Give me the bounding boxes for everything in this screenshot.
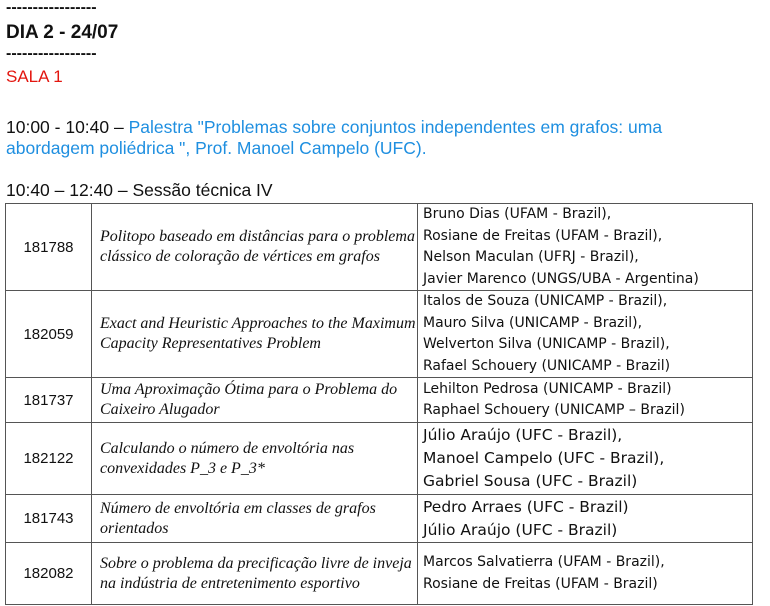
author: Manoel Campelo (UFC - Brazil), bbox=[423, 449, 665, 467]
paper-title: Exact and Heuristic Approaches to the Maximum Capacity Representatives Problem bbox=[92, 291, 418, 378]
author: Bruno Dias (UFAM - Brazil), bbox=[423, 206, 612, 222]
paper-authors bbox=[418, 291, 753, 378]
paper-title: Calculando o número de envoltória nas convexidades P_3 e P_3* bbox=[92, 423, 418, 495]
session-heading: 10:40 – 12:40 – Sessão técnica IV bbox=[6, 180, 273, 200]
paper-title: Uma Aproximação Ótima para o Problema do Caixeiro Alugador bbox=[92, 378, 418, 423]
papers-table bbox=[5, 203, 753, 605]
paper-id: 182122 bbox=[6, 423, 92, 495]
separator-bottom: ----------------- bbox=[6, 45, 97, 62]
author: Raphael Schouery (UNICAMP – Brazil) bbox=[423, 402, 685, 418]
paper-authors bbox=[418, 423, 753, 495]
table-row bbox=[6, 204, 753, 291]
paper-id: 181788 bbox=[6, 204, 92, 291]
paper-authors bbox=[418, 543, 753, 605]
author: Lehilton Pedrosa (UNICAMP - Brazil) bbox=[423, 380, 672, 397]
table-row bbox=[6, 423, 753, 495]
separator-top: ----------------- bbox=[6, 0, 97, 16]
paper-title: Número de envoltória em classes de grafos orientados bbox=[92, 495, 418, 543]
paper-id: 181737 bbox=[6, 378, 92, 423]
paper-id: 181743 bbox=[6, 495, 92, 543]
talk-description: Palestra "Problemas sobre conjuntos independentes em grafos: uma abordagem poliédrica ", Prof. Manoel Campelo (UFC). bbox=[6, 117, 663, 158]
paper-title: Sobre o problema da precificação livre de inveja na indústria de entretenimento esportivo bbox=[92, 543, 418, 605]
table-row bbox=[6, 378, 753, 423]
paper-title: Politopo baseado em distâncias para o problema clássico de coloração de vértices em grafos bbox=[92, 204, 418, 291]
author: Javier Marenco (UNGS/UBA - Argentina) bbox=[423, 270, 699, 287]
author: Welverton Silva (UNICAMP - Brazil), bbox=[423, 336, 670, 352]
author: Italos de Souza (UNICAMP - Brazil), bbox=[423, 293, 668, 309]
room-label: SALA 1 bbox=[6, 67, 63, 86]
author: Mauro Silva (UNICAMP - Brazil), bbox=[423, 314, 643, 331]
paper-id: 182082 bbox=[6, 543, 92, 605]
keynote-talk bbox=[6, 117, 746, 159]
author: Rosiane de Freitas (UFAM - Brazil), bbox=[423, 227, 663, 244]
author: Gabriel Sousa (UFC - Brazil) bbox=[423, 472, 638, 490]
author: Marcos Salvatierra (UFAM - Brazil), bbox=[423, 554, 665, 570]
author: Nelson Maculan (UFRJ - Brazil), bbox=[423, 249, 639, 265]
author: Pedro Arraes (UFC - Brazil) bbox=[423, 497, 629, 516]
paper-authors bbox=[418, 495, 753, 543]
day-heading: DIA 2 - 24/07 bbox=[6, 22, 119, 43]
author: Júlio Araújo (UFC - Brazil) bbox=[423, 520, 618, 539]
talk-time: 10:00 - 10:40 – bbox=[6, 117, 129, 137]
paper-authors bbox=[418, 204, 753, 291]
table-row bbox=[6, 495, 753, 543]
table-row bbox=[6, 543, 753, 605]
author: Júlio Araújo (UFC - Brazil), bbox=[423, 426, 623, 444]
paper-authors bbox=[418, 378, 753, 423]
author: Rosiane de Freitas (UFAM - Brazil) bbox=[423, 575, 658, 592]
table-row bbox=[6, 291, 753, 378]
paper-id: 182059 bbox=[6, 291, 92, 378]
author: Rafael Schouery (UNICAMP - Brazil) bbox=[423, 357, 671, 374]
